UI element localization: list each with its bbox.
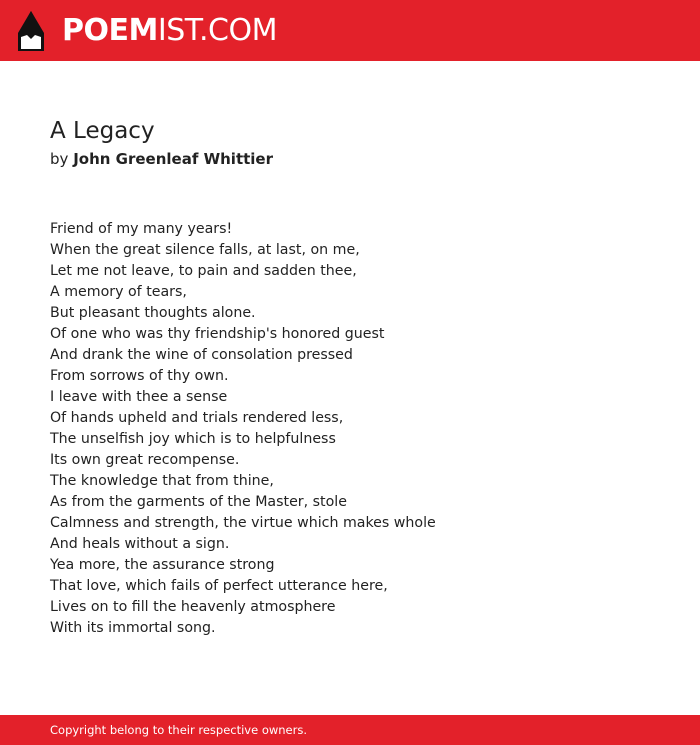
poem-line: Let me not leave, to pain and sadden thee, [50,263,357,279]
poem-line: Lives on to fill the heavenly atmosphere [50,599,336,615]
poem-line: And heals without a sign. [50,536,230,552]
poem-line: Calmness and strength, the virtue which makes whole [50,515,436,531]
copyright-notice: Copyright belong to their respective owners. [50,723,308,737]
poem-line: Of hands upheld and trials rendered less, [50,410,344,426]
by-label: by [50,150,69,168]
poem-line: The unselfish joy which is to helpfulness [50,431,336,447]
poem-byline [50,148,273,170]
poem-author: John Greenleaf Whittier [73,150,273,168]
pencil-tip-icon[interactable] [18,11,44,51]
poem-line: I leave with thee a sense [50,389,228,405]
poem-body [50,219,436,639]
poem-line: When the great silence falls, at last, on me, [50,242,360,258]
poem-line: And drank the wine of consolation pressed [50,347,353,363]
poem-line: Its own great recompense. [50,452,240,468]
poem-line: A memory of tears, [50,284,187,300]
poem-title: A Legacy [50,118,155,144]
poem-line: That love, which fails of perfect utterance here, [50,578,388,594]
poem-line: From sorrows of thy own. [50,368,229,384]
logo-text-light: IST.COM [157,13,277,48]
poem-line: The knowledge that from thine, [50,473,274,489]
poem-line: Friend of my many years! [50,221,233,237]
site-footer [0,715,700,745]
poem-line: Of one who was thy friendship's honored guest [50,326,385,342]
logo-text-bold: POEM [62,13,158,48]
poem-line: But pleasant thoughts alone. [50,305,256,321]
poem-line: As from the garments of the Master, stole [50,494,347,510]
site-header [0,0,700,61]
poem-line: With its immortal song. [50,620,216,636]
site-logo[interactable] [62,13,277,49]
poem-line: Yea more, the assurance strong [50,557,275,573]
